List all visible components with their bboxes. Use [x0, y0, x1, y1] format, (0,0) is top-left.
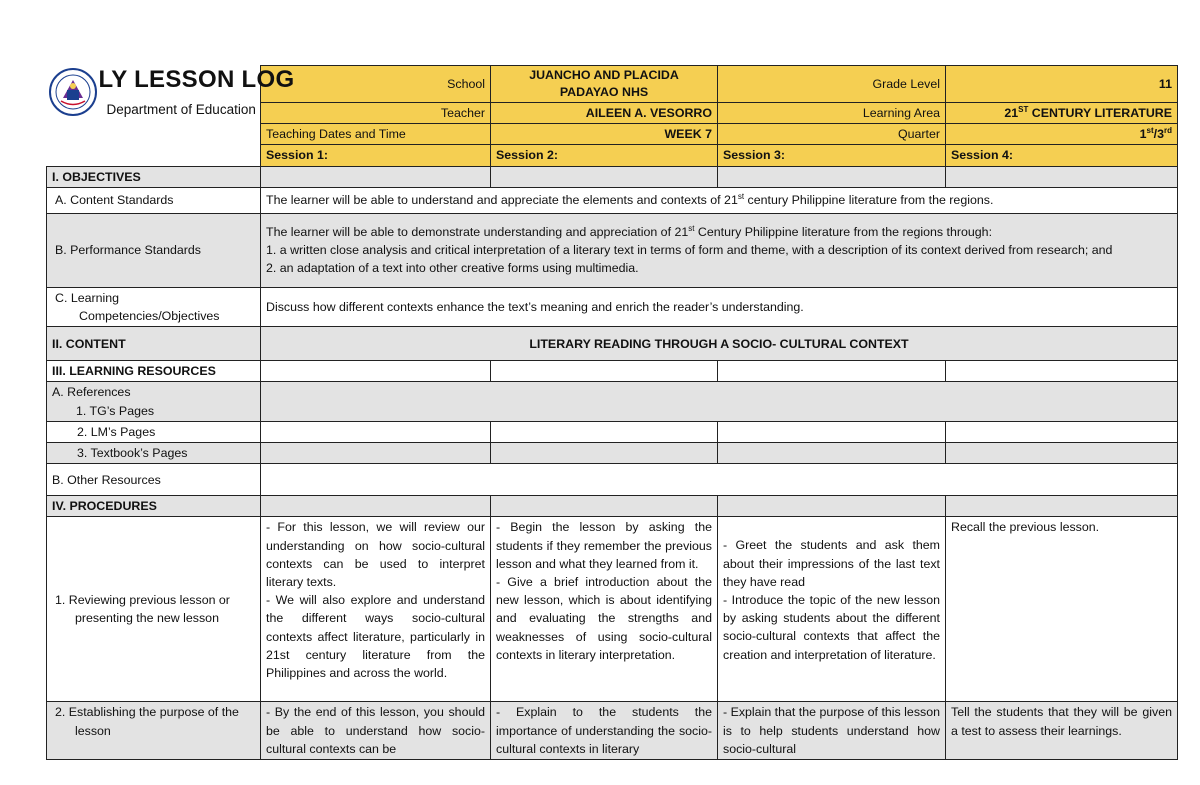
- procedures-cell-2: [491, 496, 718, 517]
- other-resources-label: B. Other Resources: [47, 464, 261, 496]
- session-2-header: Session 2:: [491, 145, 718, 166]
- lesson-log-table: [46, 65, 1178, 760]
- lm-cell-3: [718, 421, 946, 442]
- performance-standards-text: The learner will be able to demonstrate understanding and appreciation of 21st Century Philippine literature from the regions through: 1. a written close analysis and critical interpretation of a literary text in terms of form and theme, with a description of its context derived from research; and 2. an adaptation of a text into other creative forms using multimedia.: [261, 213, 1178, 287]
- review-session-3: - Greet the students and ask them about their impressions of the last text they have read - Introduce the topic of the new lesson by asking students about the different socio-cultural contexts that affect the creation and interpretation of literature.: [718, 517, 946, 702]
- department-name: Department of Education: [106, 101, 256, 117]
- quarter-value: 1st/3rd: [946, 124, 1178, 145]
- reviewing-lesson-label: 1. Reviewing previous lesson or presenting the new lesson: [47, 517, 261, 702]
- review-session-4: Recall the previous lesson.: [946, 517, 1178, 702]
- resources-cell-4: [946, 361, 1178, 382]
- resources-cell-2: [491, 361, 718, 382]
- procedures-cell-3: [718, 496, 946, 517]
- purpose-session-2: - Explain to the students the importance of understanding the socio-cultural contexts in literary: [491, 702, 718, 760]
- textbook-cell-4: [946, 443, 1178, 464]
- textbook-pages-label: 3. Textbook’s Pages: [47, 443, 261, 464]
- teaching-dates-value: WEEK 7: [491, 124, 718, 145]
- objectives-cell-3: [718, 166, 946, 187]
- review-session-1: - For this lesson, we will review our understanding on how socio-cultural contexts can be used to interpret literary texts. - We will also explore and understand the different ways socio-cultural contexts affect literature, particularly in 21st century literature from the Philippines and across the world.: [261, 517, 491, 702]
- lesson-log-page: [46, 65, 1177, 760]
- session-3-header: Session 3:: [718, 145, 946, 166]
- references-label: A. References 1. TG’s Pages: [47, 382, 261, 421]
- other-resources-cell: [261, 464, 1178, 496]
- learning-competencies-text: Discuss how different contexts enhance the text’s meaning and enrich the reader’s understanding.: [261, 287, 1178, 326]
- learning-competencies-label: C. Learning Competencies/Objectives: [47, 287, 261, 326]
- objectives-cell-2: [491, 166, 718, 187]
- header-logo-area: [47, 65, 295, 145]
- purpose-session-1: - By the end of this lesson, you should be able to understand how socio-cultural contexts can be: [261, 702, 491, 760]
- resources-cell-1: [261, 361, 491, 382]
- teaching-dates-label: Teaching Dates and Time: [261, 124, 491, 145]
- teacher-label: Teacher: [261, 103, 491, 124]
- deped-seal-icon: [49, 68, 97, 116]
- school-value: JUANCHO AND PLACIDA PADAYAO NHS: [491, 66, 718, 103]
- teacher-value: AILEEN A. VESORRO: [491, 103, 718, 124]
- procedures-cell-1: [261, 496, 491, 517]
- content-standards-label: A. Content Standards: [47, 187, 261, 213]
- learning-area-value: 21ST CENTURY LITERATURE: [946, 103, 1178, 124]
- sessions-spacer: [47, 145, 261, 166]
- lm-pages-label: 2. LM’s Pages: [47, 421, 261, 442]
- content-heading: II. CONTENT: [47, 327, 261, 361]
- session-1-header: Session 1:: [261, 145, 491, 166]
- objectives-cell-1: [261, 166, 491, 187]
- objectives-heading: I. OBJECTIVES: [47, 166, 261, 187]
- procedures-heading: IV. PROCEDURES: [47, 496, 261, 517]
- school-label: School: [261, 66, 491, 103]
- references-cell: [261, 382, 1178, 421]
- document-title: LY LESSON LOG: [98, 65, 295, 93]
- purpose-session-3: - Explain that the purpose of this lesson is to help students understand how socio-cultural: [718, 702, 946, 760]
- resources-cell-3: [718, 361, 946, 382]
- procedures-cell-4: [946, 496, 1178, 517]
- grade-level-value: 11: [946, 66, 1178, 103]
- grade-level-label: Grade Level: [718, 66, 946, 103]
- textbook-cell-3: [718, 443, 946, 464]
- learning-resources-heading: III. LEARNING RESOURCES: [47, 361, 261, 382]
- lm-cell-2: [491, 421, 718, 442]
- lm-cell-1: [261, 421, 491, 442]
- content-standards-text: The learner will be able to understand and appreciate the elements and contexts of 21st century Philippine literature from the regions.: [261, 187, 1178, 213]
- review-session-2: - Begin the lesson by asking the students if they remember the previous lesson and what they learned from it. - Give a brief introduction about the new lesson, which is about identifying and evaluating the strengths and weaknesses of using socio-cultural contexts in literary interpretation.: [491, 517, 718, 702]
- textbook-cell-1: [261, 443, 491, 464]
- establishing-purpose-label: 2. Establishing the purpose of the lesson: [47, 702, 261, 760]
- learning-area-label: Learning Area: [718, 103, 946, 124]
- textbook-cell-2: [491, 443, 718, 464]
- content-value: LITERARY READING THROUGH A SOCIO- CULTURAL CONTEXT: [261, 327, 1178, 361]
- purpose-session-4: Tell the students that they will be given a test to assess their learnings.: [946, 702, 1178, 760]
- quarter-label: Quarter: [718, 124, 946, 145]
- objectives-cell-4: [946, 166, 1178, 187]
- performance-standards-label: B. Performance Standards: [47, 213, 261, 287]
- lm-cell-4: [946, 421, 1178, 442]
- session-4-header: Session 4:: [946, 145, 1178, 166]
